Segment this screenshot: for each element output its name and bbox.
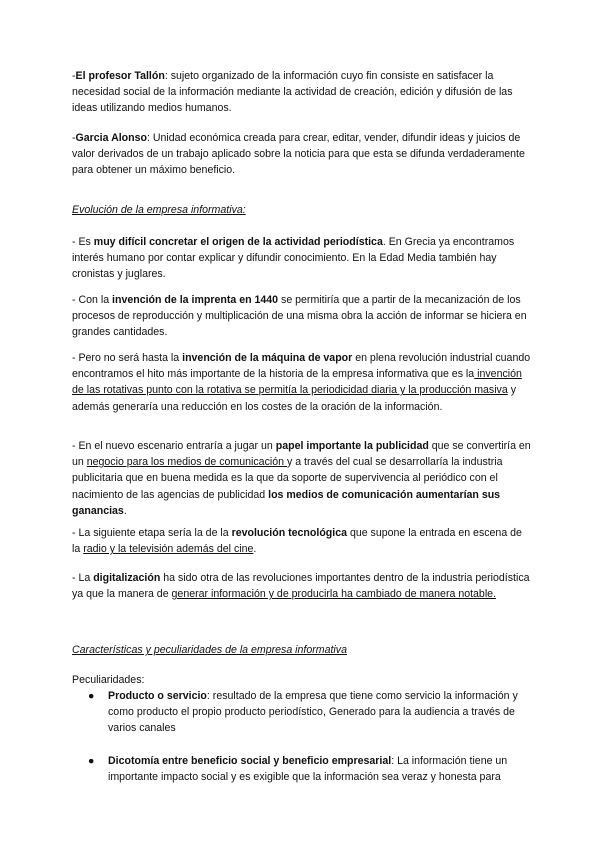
author-name: Garcia Alonso xyxy=(75,132,147,144)
section-heading-caracteristicas: Características y peculiaridades de la empresa informativa xyxy=(72,644,347,656)
list-item: ● Producto o servicio: resultado de la empresa que tiene como servicio la información y como producto el propio producto periodístico, Generado para la audiencia a través de varios canales xyxy=(88,690,518,735)
peculiaridades-list xyxy=(82,688,532,785)
dash: - xyxy=(72,132,76,144)
bullet-dot: ● xyxy=(88,754,95,767)
definition-text: : Unidad económica creada para crear, editar, vender, difundir ideas y juicios de valor derivados de un trabajo aplicado sobre la noticia para que esta se difunda verdaderamente para obtener un máximo beneficio. xyxy=(72,132,525,177)
heading-suffix: : xyxy=(242,204,246,216)
definition-tallon xyxy=(72,68,532,117)
author-name: El profesor Tallón xyxy=(75,70,165,82)
evolution-paragraph-1: - Es muy difícil concretar el origen de la actividad periodística. En Grecia ya encontramos interés humano por contar explicar y difundir conocimiento. En la Edad Media también hay cronistas y juglares. xyxy=(72,236,515,281)
evolution-paragraph-4: - En el nuevo escenario entraría a jugar un papel importante la publicidad que se convertiría en un negocio para los medios de comunicación y a través del cual se desarrollaría la industria publicitaria que en buena medida es la que da soporte de supervivencia al periódico con el nacimiento de las agencias de publicidad los medios de comunicación aumentarían sus ganancias. xyxy=(72,440,531,517)
heading-text: Evolución de la empresa informativa xyxy=(72,204,243,216)
evolution-paragraph-5: - La siguiente etapa sería la de la revolución tecnológica que supone la entrada en escena de la radio y la televisión además del cine. xyxy=(72,527,522,556)
bullet-dot: ● xyxy=(88,690,95,702)
dash: - xyxy=(72,70,76,82)
peculiaridades-label: Peculiaridades: xyxy=(72,674,145,686)
section-heading-evolucion xyxy=(72,204,246,216)
evolution-paragraph-3: - Pero no será hasta la invención de la máquina de vapor en plena revolución industrial cuando encontramos el hito más importante de la historia de la empresa informativa que es la invención de las rotativas punto con la rotativa se permitía la periodicidad diaria y la producción masiva y además generaría una reducción en los costes de la oración de la información. xyxy=(72,352,531,413)
list-item: ● Dicotomía entre beneficio social y beneficio empresarial: La información tiene un importante impacto social y es exigible que la información sea veraz y honesta para xyxy=(88,754,508,783)
evolution-paragraph-6: - La digitalización ha sido otra de las revoluciones importantes dentro de la industria periodística ya que la manera de generar información y de producirla ha cambiado de manera notable. xyxy=(72,572,530,601)
definition-garcia-alonso xyxy=(72,130,532,179)
definition-text: : sujeto organizado de la información cuyo fin consiste en satisfacer la necesidad social de la información mediante la actividad de creación, edición y difusión de las ideas utilizando medios humanos. xyxy=(72,70,513,115)
evolution-paragraph-2: - Con la invención de la imprenta en 1440 se permitiría que a partir de la mecanización de los procesos de reproducción y multiplicación de una misma obra la acción de informar se hiciera en grandes cantidades. xyxy=(72,294,527,339)
